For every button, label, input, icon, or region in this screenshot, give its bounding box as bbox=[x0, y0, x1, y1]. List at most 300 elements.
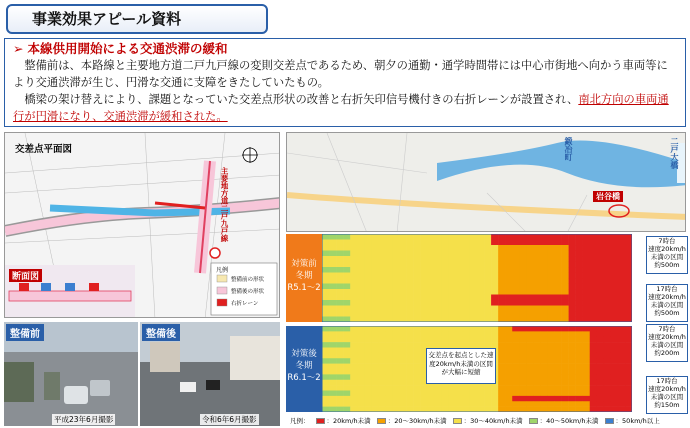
heat-cell bbox=[442, 391, 449, 397]
heat-cell bbox=[392, 396, 399, 402]
heat-cell bbox=[576, 358, 583, 364]
heat-cell bbox=[484, 278, 491, 284]
heat-cell bbox=[400, 240, 407, 246]
heat-cell bbox=[555, 331, 562, 337]
heat-cell bbox=[470, 300, 477, 306]
heat-cell bbox=[414, 374, 421, 380]
heat-cell bbox=[583, 391, 590, 397]
heat-cell bbox=[421, 245, 428, 251]
heat-cell bbox=[512, 278, 519, 284]
heat-cell bbox=[329, 240, 336, 246]
heat-cell bbox=[576, 391, 583, 397]
heat-cell bbox=[533, 306, 540, 312]
heat-cell bbox=[519, 374, 526, 380]
heat-cell bbox=[533, 289, 540, 295]
heat-cell bbox=[540, 385, 547, 391]
heat-cell bbox=[547, 391, 554, 397]
heat-cell bbox=[350, 396, 357, 402]
heat-cell bbox=[336, 300, 343, 306]
heat-cell bbox=[590, 262, 597, 268]
heat-cell bbox=[456, 295, 463, 301]
heat-cell bbox=[555, 256, 562, 262]
heat-cell bbox=[547, 331, 554, 337]
heat-cell bbox=[611, 348, 618, 354]
heat-cell bbox=[428, 396, 435, 402]
heat-cell bbox=[407, 337, 414, 343]
heat-cell bbox=[350, 300, 357, 306]
heat-cell bbox=[533, 342, 540, 348]
heat-cell bbox=[435, 337, 442, 343]
heat-cell bbox=[569, 342, 576, 348]
heat-cell bbox=[505, 326, 512, 332]
heat-cell bbox=[611, 391, 618, 397]
heat-cell bbox=[491, 407, 498, 412]
heat-cell bbox=[329, 306, 336, 312]
heat-cell bbox=[597, 364, 604, 370]
heat-cell bbox=[555, 380, 562, 386]
heat-cell bbox=[512, 369, 519, 375]
heat-cell bbox=[336, 234, 343, 240]
heat-cell bbox=[322, 245, 329, 251]
heat-cell bbox=[470, 391, 477, 397]
heat-cell bbox=[470, 326, 477, 332]
heat-cell bbox=[392, 262, 399, 268]
legend-text-4: ：40～50km/h未満 bbox=[539, 416, 599, 425]
heat-cell bbox=[407, 278, 414, 284]
heat-cell bbox=[392, 331, 399, 337]
heat-cell bbox=[329, 391, 336, 397]
speed-legend bbox=[290, 414, 686, 426]
heat-cell bbox=[336, 256, 343, 262]
heat-cell bbox=[597, 311, 604, 317]
heat-cell bbox=[540, 401, 547, 407]
heat-cell bbox=[526, 234, 533, 240]
heat-cell bbox=[569, 396, 576, 402]
heat-cell bbox=[590, 273, 597, 279]
heat-cell bbox=[350, 369, 357, 375]
heat-cell bbox=[371, 300, 378, 306]
heat-cell bbox=[491, 240, 498, 246]
heat-cell bbox=[392, 369, 399, 375]
heat-cell bbox=[491, 245, 498, 251]
heat-cell bbox=[407, 267, 414, 273]
heat-cell bbox=[343, 337, 350, 343]
heat-cell bbox=[484, 273, 491, 279]
heat-cell bbox=[364, 300, 371, 306]
heat-cell bbox=[364, 262, 371, 268]
heat-cell bbox=[526, 306, 533, 312]
heat-cell bbox=[336, 358, 343, 364]
ann1-line3: 未満の区間 bbox=[650, 253, 684, 261]
heat-cell bbox=[371, 256, 378, 262]
heat-cell bbox=[322, 407, 329, 412]
heat-cell bbox=[484, 284, 491, 290]
heat-cell bbox=[540, 353, 547, 359]
heat-cell bbox=[456, 385, 463, 391]
heat-cell bbox=[555, 326, 562, 332]
summary-heading-text: 本線供用開始による交通渋滞の緩和 bbox=[27, 41, 228, 56]
heat-cell bbox=[597, 317, 604, 323]
heat-cell bbox=[336, 391, 343, 397]
heat-cell bbox=[512, 262, 519, 268]
heat-cell bbox=[400, 331, 407, 337]
heat-cell bbox=[435, 317, 442, 323]
heat-cell bbox=[604, 317, 611, 323]
heat-cell bbox=[470, 385, 477, 391]
heat-cell bbox=[484, 295, 491, 301]
heat-cell bbox=[329, 385, 336, 391]
heat-cell bbox=[449, 240, 456, 246]
heat-cell bbox=[533, 326, 540, 332]
heat-cell bbox=[512, 245, 519, 251]
heat-cell bbox=[456, 311, 463, 317]
heat-cell bbox=[583, 234, 590, 240]
heat-cell bbox=[421, 401, 428, 407]
heat-cell bbox=[512, 256, 519, 262]
heat-cell bbox=[400, 358, 407, 364]
heat-cell bbox=[322, 396, 329, 402]
after-tag: 整備後 bbox=[142, 324, 180, 341]
heat-cell bbox=[477, 391, 484, 397]
heat-cell bbox=[611, 278, 618, 284]
heat-cell bbox=[385, 391, 392, 397]
legend-swatch-1 bbox=[316, 418, 325, 424]
heat-cell bbox=[562, 353, 569, 359]
heat-cell bbox=[385, 380, 392, 386]
heat-cell bbox=[385, 396, 392, 402]
heat-cell bbox=[414, 407, 421, 412]
heat-cell bbox=[604, 289, 611, 295]
heat-cell bbox=[491, 267, 498, 273]
heat-cell bbox=[364, 234, 371, 240]
heat-cell bbox=[329, 262, 336, 268]
heat-cell bbox=[555, 267, 562, 273]
heat-cell bbox=[421, 240, 428, 246]
para2-text: 橋梁の架け替えにより、課題となっていた交差点形状の改善と右折矢印信号機付きの右折レーンが設置され、 bbox=[24, 93, 579, 106]
heat-cell bbox=[414, 256, 421, 262]
heat-cell bbox=[576, 245, 583, 251]
heat-cell bbox=[477, 273, 484, 279]
heat-cell bbox=[407, 262, 414, 268]
heat-cell bbox=[400, 353, 407, 359]
heat-cell bbox=[364, 331, 371, 337]
heat-cell bbox=[371, 240, 378, 246]
heat-cell bbox=[456, 342, 463, 348]
heat-cell bbox=[583, 300, 590, 306]
heat-cell bbox=[407, 240, 414, 246]
heat-cell bbox=[498, 284, 505, 290]
heat-cell bbox=[435, 311, 442, 317]
heat-cell bbox=[555, 300, 562, 306]
heat-cell bbox=[456, 401, 463, 407]
heat-cell bbox=[378, 369, 385, 375]
heat-cell bbox=[555, 278, 562, 284]
heat-cell bbox=[590, 317, 597, 323]
heat-cell bbox=[407, 289, 414, 295]
heat-cell bbox=[470, 317, 477, 323]
heat-cell bbox=[414, 234, 421, 240]
heat-cell bbox=[343, 300, 350, 306]
heat-cell bbox=[512, 358, 519, 364]
heat-cell bbox=[329, 278, 336, 284]
heat-cell bbox=[385, 295, 392, 301]
heat-cell bbox=[597, 284, 604, 290]
heat-cell bbox=[470, 251, 477, 257]
heat-cell bbox=[491, 342, 498, 348]
heat-cell bbox=[456, 251, 463, 257]
heat-cell bbox=[484, 300, 491, 306]
heat-cell bbox=[540, 300, 547, 306]
heat-cell bbox=[498, 278, 505, 284]
heat-cell bbox=[590, 380, 597, 386]
heat-cell bbox=[442, 262, 449, 268]
heat-cell bbox=[562, 380, 569, 386]
heat-cell bbox=[583, 256, 590, 262]
heat-cell bbox=[498, 295, 505, 301]
heat-cell bbox=[343, 396, 350, 402]
after-side-label bbox=[286, 326, 322, 412]
arrow-icon: ➢ bbox=[13, 41, 24, 56]
heat-cell bbox=[470, 407, 477, 412]
heat-cell bbox=[576, 342, 583, 348]
heat-cell bbox=[364, 295, 371, 301]
heat-cell bbox=[540, 369, 547, 375]
heat-cell bbox=[364, 273, 371, 279]
heat-cell bbox=[428, 289, 435, 295]
heat-cell bbox=[385, 358, 392, 364]
heat-cell bbox=[449, 306, 456, 312]
heat-cell bbox=[414, 353, 421, 359]
heat-cell bbox=[512, 317, 519, 323]
heat-cell bbox=[371, 396, 378, 402]
heat-cell bbox=[526, 267, 533, 273]
heat-cell bbox=[449, 289, 456, 295]
heat-cell bbox=[336, 337, 343, 343]
heat-cell bbox=[350, 353, 357, 359]
heat-cell bbox=[435, 251, 442, 257]
heat-cell bbox=[484, 240, 491, 246]
heat-cell bbox=[526, 396, 533, 402]
heat-cell bbox=[583, 364, 590, 370]
heat-cell bbox=[611, 364, 618, 370]
heat-cell bbox=[604, 401, 611, 407]
heat-cell bbox=[625, 295, 632, 301]
heat-cell bbox=[378, 331, 385, 337]
heat-cell bbox=[576, 306, 583, 312]
heat-cell bbox=[385, 256, 392, 262]
heat-cell bbox=[392, 234, 399, 240]
heat-cell bbox=[576, 278, 583, 284]
heat-cell bbox=[590, 278, 597, 284]
heat-cell bbox=[435, 289, 442, 295]
heat-cell bbox=[322, 311, 329, 317]
heat-cell bbox=[618, 396, 625, 402]
heat-cell bbox=[407, 234, 414, 240]
heat-cell bbox=[604, 284, 611, 290]
heat-cell bbox=[449, 245, 456, 251]
heat-cell bbox=[576, 364, 583, 370]
heat-cell bbox=[583, 311, 590, 317]
heat-cell bbox=[533, 331, 540, 337]
heat-cell bbox=[428, 342, 435, 348]
heat-cell bbox=[576, 374, 583, 380]
heat-cell bbox=[625, 348, 632, 354]
heat-cell bbox=[350, 262, 357, 268]
heat-cell bbox=[569, 240, 576, 246]
heat-cell bbox=[526, 245, 533, 251]
heat-cell bbox=[343, 326, 350, 332]
intersection-plan bbox=[4, 132, 280, 318]
heat-cell bbox=[562, 369, 569, 375]
heat-cell bbox=[357, 251, 364, 257]
heat-cell bbox=[540, 396, 547, 402]
heat-cell bbox=[442, 326, 449, 332]
heat-cell bbox=[470, 289, 477, 295]
heat-cell bbox=[519, 306, 526, 312]
heat-cell bbox=[498, 262, 505, 268]
heat-cell bbox=[343, 342, 350, 348]
heat-cell bbox=[364, 385, 371, 391]
plan-legend-title: 凡例 bbox=[216, 267, 229, 274]
heat-cell bbox=[569, 256, 576, 262]
heat-cell bbox=[378, 358, 385, 364]
heat-cell bbox=[583, 331, 590, 337]
heat-cell bbox=[392, 256, 399, 262]
heat-cell bbox=[526, 337, 533, 343]
heat-cell bbox=[357, 311, 364, 317]
heat-cell bbox=[357, 289, 364, 295]
heat-cell bbox=[576, 273, 583, 279]
heat-cell bbox=[407, 342, 414, 348]
heat-cell bbox=[322, 284, 329, 290]
heat-cell bbox=[357, 364, 364, 370]
heat-cell bbox=[357, 385, 364, 391]
heat-cell bbox=[498, 369, 505, 375]
heat-cell bbox=[329, 331, 336, 337]
heat-cell bbox=[562, 396, 569, 402]
heat-cell bbox=[400, 385, 407, 391]
heat-cell bbox=[414, 267, 421, 273]
heat-cell bbox=[371, 306, 378, 312]
heat-cell bbox=[512, 267, 519, 273]
heat-cell bbox=[569, 337, 576, 343]
heat-cell bbox=[540, 240, 547, 246]
ann1-line2: 速度20km/h bbox=[648, 245, 686, 253]
heat-cell bbox=[378, 380, 385, 386]
heat-cell bbox=[562, 391, 569, 397]
heat-cell bbox=[477, 278, 484, 284]
heat-cell bbox=[357, 348, 364, 354]
heat-cell bbox=[343, 331, 350, 337]
heat-cell bbox=[477, 401, 484, 407]
heat-cell bbox=[590, 348, 597, 354]
heat-cell bbox=[505, 331, 512, 337]
heat-cell bbox=[618, 348, 625, 354]
heat-cell bbox=[357, 267, 364, 273]
heat-cell bbox=[540, 364, 547, 370]
heat-cell bbox=[435, 342, 442, 348]
legend-item-1 bbox=[316, 416, 371, 425]
heat-cell bbox=[350, 245, 357, 251]
legend-item-3 bbox=[453, 416, 523, 425]
heat-cell bbox=[491, 401, 498, 407]
heat-cell bbox=[385, 401, 392, 407]
heat-cell bbox=[463, 262, 470, 268]
heat-cell bbox=[442, 284, 449, 290]
heat-cell bbox=[385, 289, 392, 295]
heat-cell bbox=[343, 240, 350, 246]
heat-cell bbox=[378, 396, 385, 402]
heat-cell bbox=[343, 295, 350, 301]
heat-cell bbox=[414, 245, 421, 251]
heat-cell bbox=[400, 407, 407, 412]
heat-cell bbox=[569, 391, 576, 397]
heat-cell bbox=[378, 311, 385, 317]
heat-cell bbox=[484, 251, 491, 257]
heat-cell bbox=[435, 391, 442, 397]
heat-cell bbox=[456, 331, 463, 337]
heat-cell bbox=[449, 273, 456, 279]
heat-cell bbox=[421, 396, 428, 402]
heat-cell bbox=[407, 391, 414, 397]
heat-cell bbox=[519, 300, 526, 306]
map-drawing bbox=[287, 133, 686, 232]
heat-cell bbox=[371, 342, 378, 348]
heat-cell bbox=[400, 289, 407, 295]
heat-cell bbox=[477, 300, 484, 306]
heat-cell bbox=[604, 245, 611, 251]
ann4-line1: 17時台 bbox=[656, 377, 678, 385]
heat-cell bbox=[421, 289, 428, 295]
heat-cell bbox=[519, 385, 526, 391]
heat-cell bbox=[512, 348, 519, 354]
heat-cell bbox=[597, 358, 604, 364]
heat-cell bbox=[576, 369, 583, 375]
heat-cell bbox=[477, 295, 484, 301]
heat-cell bbox=[435, 240, 442, 246]
heat-cell bbox=[378, 273, 385, 279]
legend-text-1: ：20km/h未満 bbox=[326, 416, 371, 425]
heat-cell bbox=[385, 306, 392, 312]
ann3-line4: 約200m bbox=[654, 349, 680, 357]
heat-cell bbox=[533, 396, 540, 402]
heat-cell bbox=[364, 306, 371, 312]
bridge-label: 岩谷橋 bbox=[593, 191, 623, 202]
heat-cell bbox=[540, 262, 547, 268]
heat-cell bbox=[343, 251, 350, 257]
legend-text-3: ：30～40km/h未満 bbox=[463, 416, 523, 425]
heat-cell bbox=[463, 407, 470, 412]
heat-cell bbox=[329, 369, 336, 375]
heat-cell bbox=[597, 396, 604, 402]
heat-cell bbox=[470, 245, 477, 251]
heat-cell bbox=[322, 262, 329, 268]
heat-cell bbox=[343, 262, 350, 268]
heat-cell bbox=[350, 326, 357, 332]
heat-cell bbox=[385, 337, 392, 343]
summary-heading bbox=[13, 41, 677, 57]
heat-cell bbox=[562, 234, 569, 240]
heat-cell bbox=[470, 396, 477, 402]
river-label: 二戸大橋 bbox=[670, 137, 679, 169]
heat-cell bbox=[604, 234, 611, 240]
heat-cell bbox=[400, 374, 407, 380]
heat-cell bbox=[512, 240, 519, 246]
heat-cell bbox=[533, 284, 540, 290]
heat-cell bbox=[364, 240, 371, 246]
heat-cell bbox=[442, 251, 449, 257]
heat-cell bbox=[562, 300, 569, 306]
